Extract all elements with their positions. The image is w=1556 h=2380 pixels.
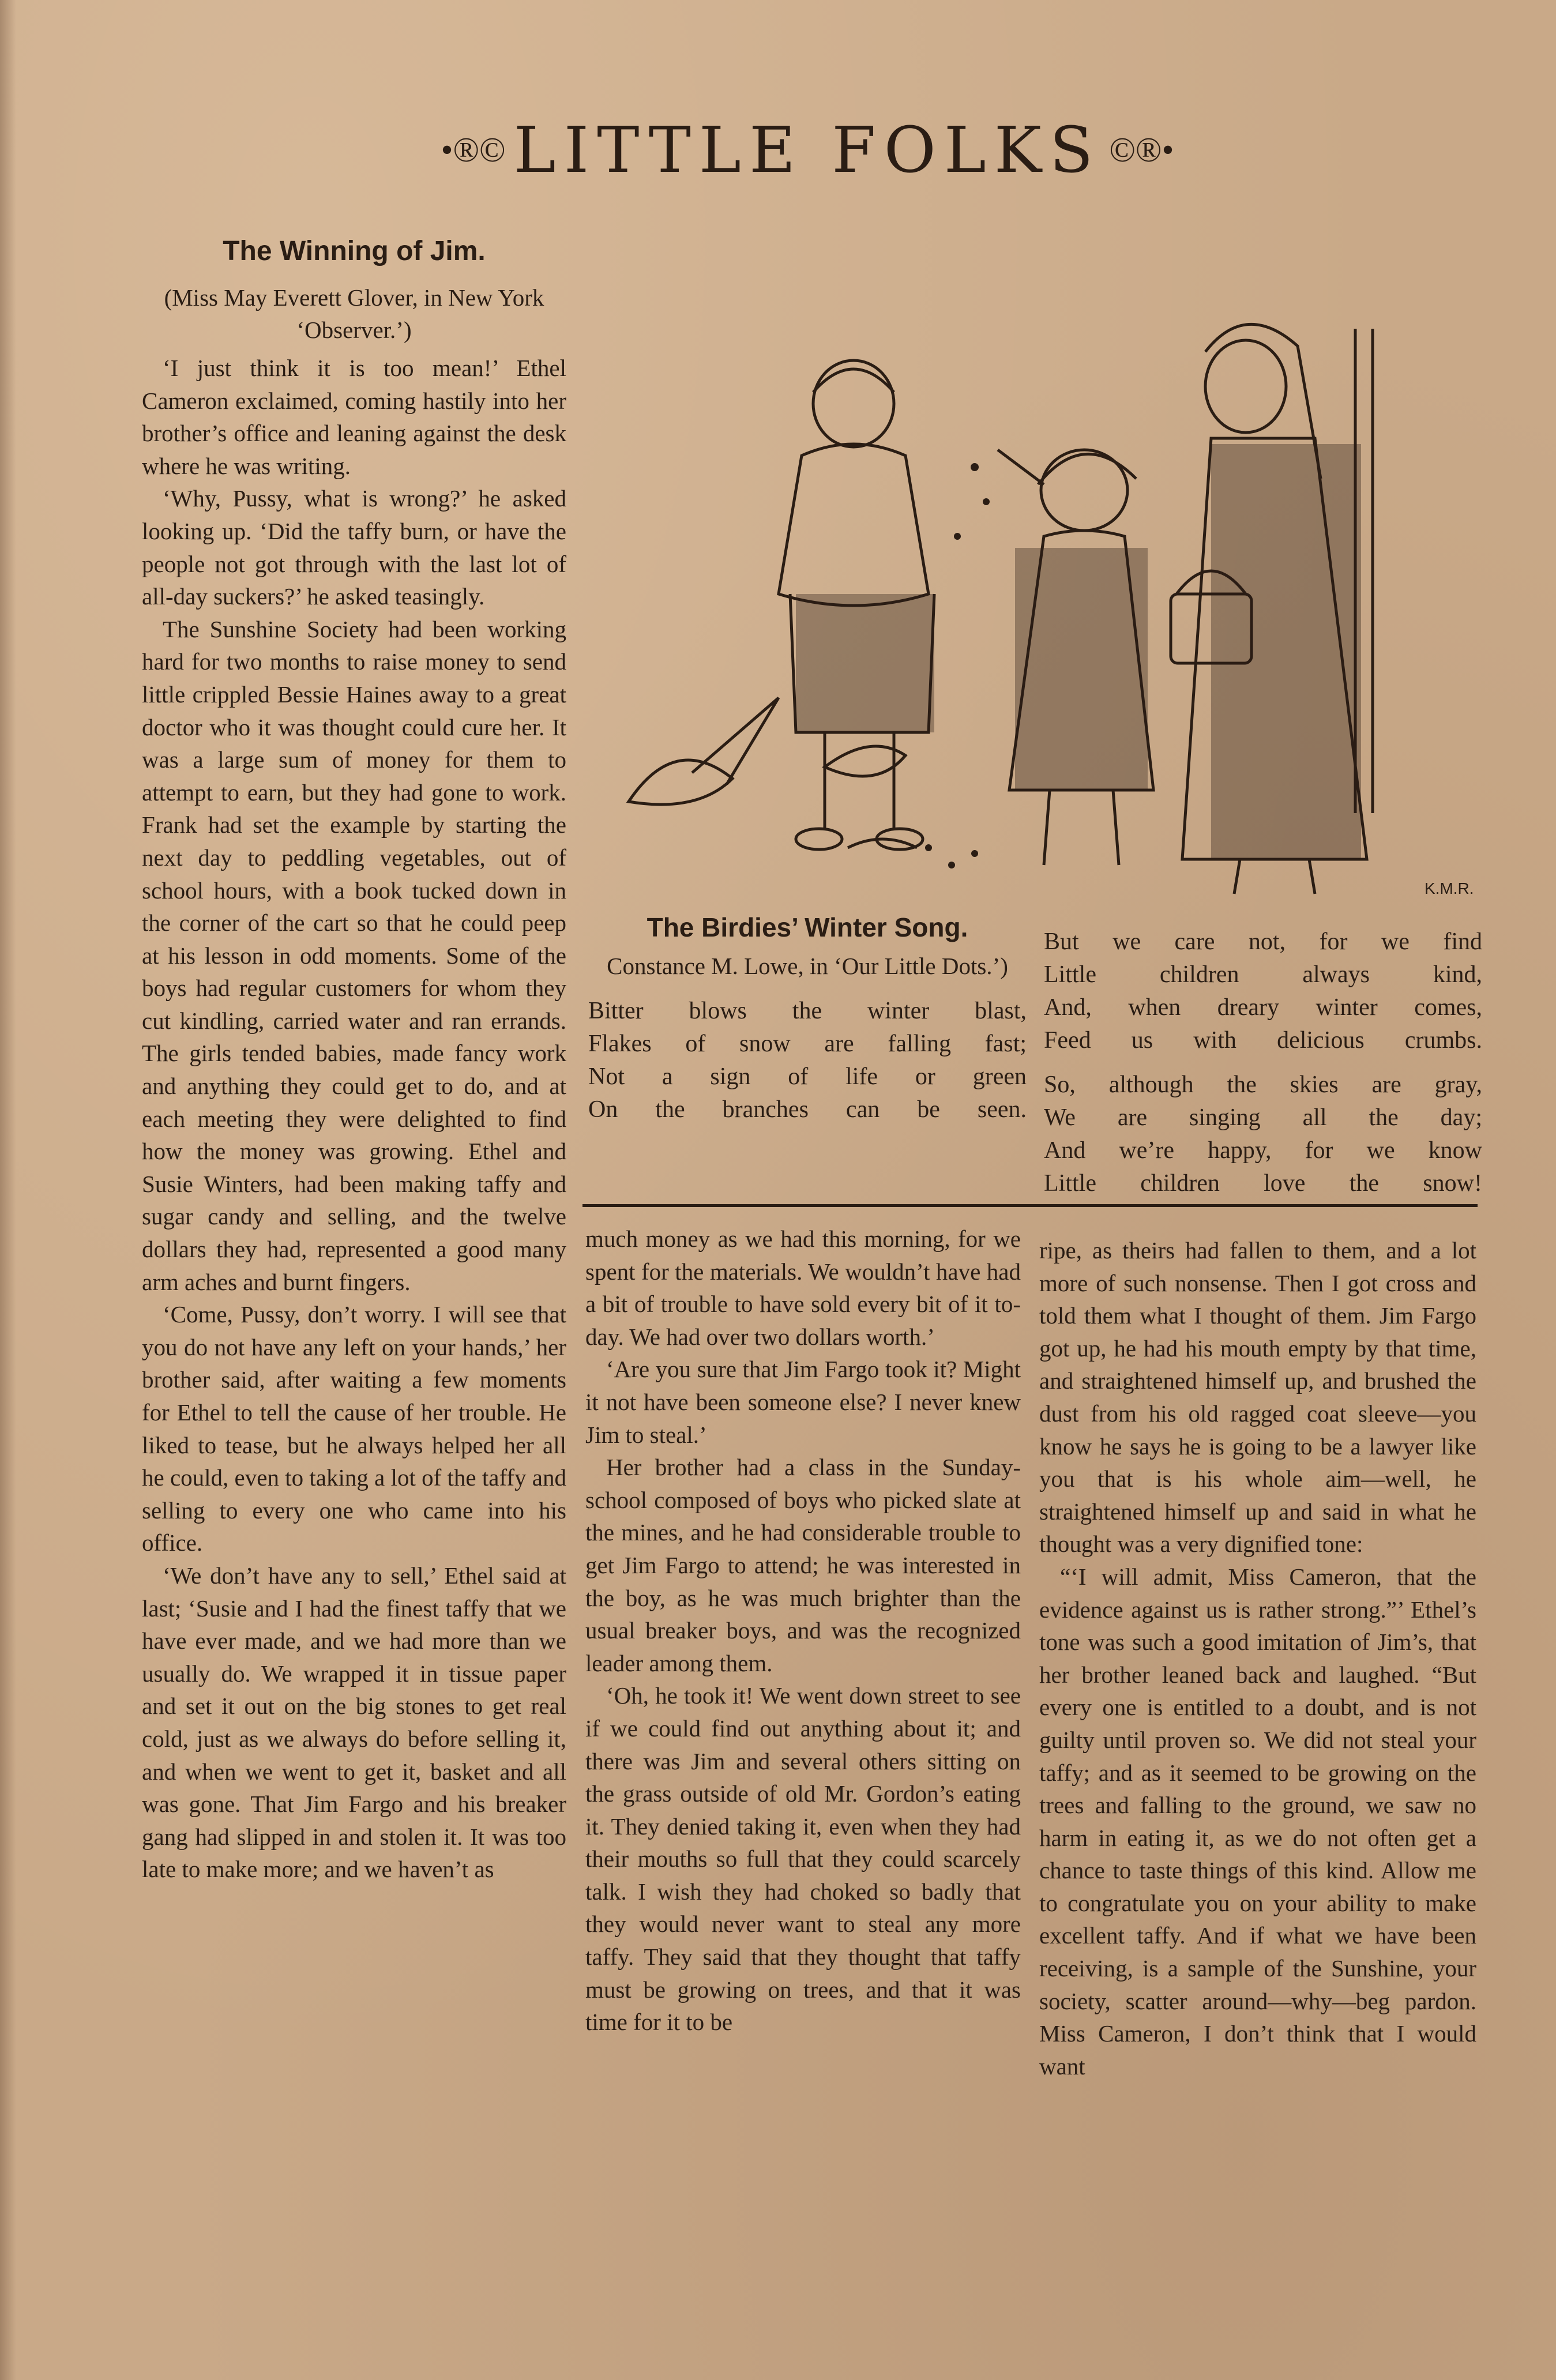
poem-byline: Constance M. Lowe, in ‘Our Little Dots.’) — [607, 952, 1008, 979]
story-paragraph: ‘Come, Pussy, don’t worry. I will see that you do not have any left on your hands,’ her brother said, after waiting a few moments for Ethel to tell the cause of her trouble. He liked to tease, but he always helped her all he could, even to taking a lot of the taffy and selling to every one who came into his office. — [142, 1301, 566, 1556]
poem-line: So, although the skies are gray, — [1044, 1071, 1482, 1098]
story-paragraph: The Sunshine Society had been working hard for two months to raise money to send little crippled Bessie Haines away to a great doctor who it was thought could cure her. It was a large sum of money for them to attempt to earn, but they had gone to work. Frank had set the example by starting the next day to peddling vegetables, out of school hours, with a book tucked down in the corner of the cart so that he could peep at his lesson in odd moments. Some of the boys had regular customers for whom they cut kindling, carried water and ran errands. The girls tended babies, made fancy work and anything they could get to do, and at each meeting they were delighted to find how the money was growing. Ethel and Susie Winters, had been making taffy and sugar candy and selling, and the twelve dollars they had, represented a good many arm aches and burnt fingers. — [142, 615, 566, 1295]
story-title: The Winning of Jim. — [223, 236, 486, 266]
story-paragraph: ripe, as theirs had fallen to them, and a lot more of such nonsense. Then I got cross and told them what I thought of them. Jim Fargo got up, he had his mouth empty by that time, and straightened himself up, and brushed the dust from his old ragged coat sleeve—you know he says he is going to be a lawyer like you that is his whole aim—well, he straightened himself up and said in what he thought was a very dignified tone: — [1039, 1237, 1476, 1558]
stanza-gap — [1044, 1057, 1482, 1069]
illustration-signature: K.M.R. — [1425, 879, 1474, 897]
story-column-3 — [1039, 1234, 1476, 2082]
story-column-2 — [585, 1223, 1021, 2039]
ornament-right: ©®• — [1109, 130, 1174, 169]
ornament-left: •®© — [441, 130, 506, 169]
poem-line: Bitter blows the winter blast, — [588, 997, 1027, 1024]
story-paragraph: ‘We don’t have any to sell,’ Ethel said at last; ‘Susie and I had the finest taffy that we have ever made, and we had more than we usually do. We wrapped it in tissue paper and set it out on the big stones to get real cold, just as we always do before selling it, and when we went to get it, basket and all was gone. That Jim Fargo and his breaker gang had slipped in and stolen it. It was too late to make more; and we haven’t as — [142, 1562, 566, 1883]
illustration-children-feeding-birds — [606, 294, 1505, 905]
section-divider — [582, 1204, 1478, 1207]
poem-line: And, when dreary winter comes, — [1044, 994, 1482, 1021]
story-byline: (Miss May Everett Glover, in New York ‘Observer.’) — [164, 284, 544, 343]
poem-line: Not a sign of life or green — [588, 1063, 1027, 1090]
poem-line: We are singing all the day; — [1044, 1104, 1482, 1131]
poem-line: Flakes of snow are falling fast; — [588, 1030, 1027, 1057]
story-paragraph: ‘Oh, he took it! We went down street to see if we could find out anything about it; and there was Jim and several others sitting on the grass outside of old Mr. Gordon’s eating it. They denied taking it, even when they had their mouths so full that they could scarcely talk. I wish they had choked so badly that they would never want to steal any more taffy. They said that they thought that taffy must be growing on trees, and that it was time for it to be — [585, 1682, 1021, 2036]
poem-title: The Birdies’ Winter Song. — [647, 912, 968, 942]
masthead — [392, 115, 1223, 185]
story-column-1 — [142, 352, 566, 1886]
masthead-title: LITTLE FOLKS — [513, 113, 1102, 187]
poem-column-1 — [588, 911, 1027, 1126]
poem-line: On the branches can be seen. — [588, 1096, 1027, 1123]
story-paragraph: ‘I just think it is too mean!’ Ethel Cameron exclaimed, coming hastily into her brother’s office and leaning against the desk where he was writing. — [142, 355, 566, 479]
poem-column-2 — [1044, 926, 1482, 1200]
story-paragraph: “‘I will admit, Miss Cameron, that the evidence against us is rather strong.”’ Ethel’s tone was such a good imitation of Jim’s, that her brother leaned back and laughed. “But every one is entitled to a doubt, and is not guilty until proven so. We did not steal your taffy; and as it seemed to be growing on the trees and falling to the ground, we saw no harm in eating it, as we do not often get a chance to taste things of this kind. Allow me to congratulate you on your ability to make excellent taffy. And if what we have been receiving, is a sample of the Sunshine, your society, scatter around—why—beg pardon. Miss Cameron, I don’t think that I would want — [1039, 1563, 1476, 2080]
story-paragraph: ‘Why, Pussy, what is wrong?’ he asked looking up. ‘Did the taffy burn, or have the people not got through with the last lot of all-day suckers?’ he asked teasingly. — [142, 485, 566, 610]
poem-line: Little children always kind, — [1044, 961, 1482, 988]
poem-line: And we’re happy, for we know — [1044, 1137, 1482, 1164]
story-paragraph: ‘Are you sure that Jim Fargo took it? Might it not have been someone else? I never knew Jim to steal.’ — [585, 1356, 1021, 1448]
page-edge — [0, 0, 16, 2380]
poem-line: Feed us with delicious crumbs. — [1044, 1027, 1482, 1054]
story-paragraph: much money as we had this morning, for we spent for the materials. We wouldn’t have had a bit of trouble to have sold every bit of it to-day. We had over two dollars worth.’ — [585, 1225, 1021, 1350]
story-paragraph: Her brother had a class in the Sunday-school composed of boys who picked slate at the mines, and he had considerable trouble to get Jim Fargo to attend; he was interested in the boy, as he was much brighter than the usual breaker boys, and was the recognized leader among them. — [585, 1454, 1021, 1676]
poem-line: But we care not, for we find — [1044, 928, 1482, 955]
poem-line: Little children love the snow! — [1044, 1170, 1482, 1197]
